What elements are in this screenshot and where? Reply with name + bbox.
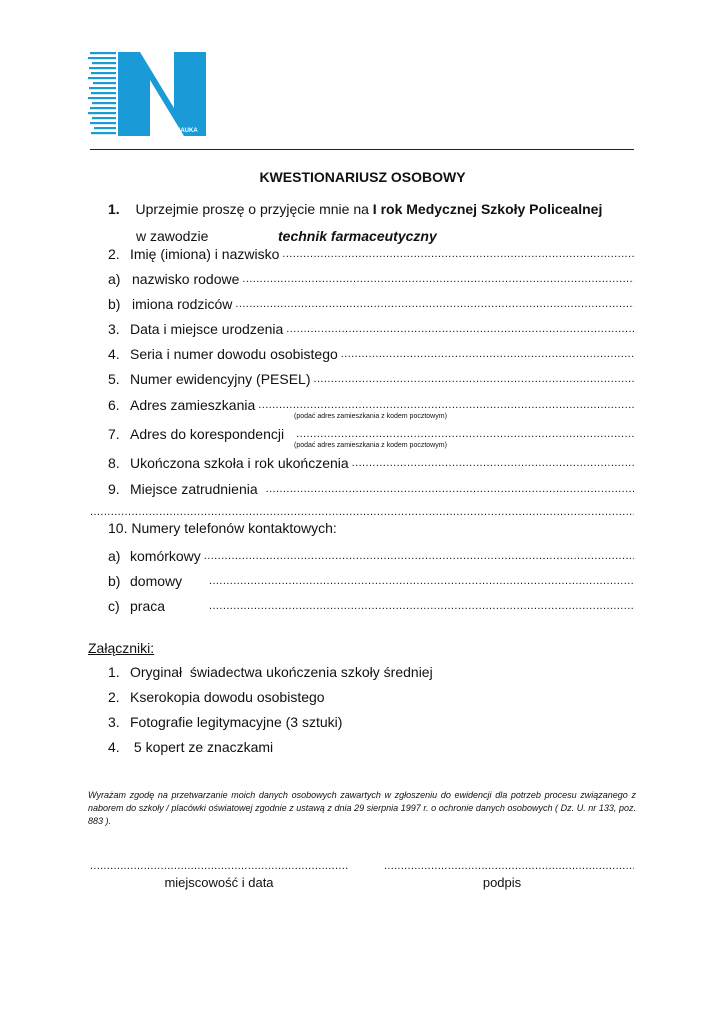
field-home-address[interactable]: 6. Adres zamieszkania ..... — [108, 395, 634, 415]
field-school-completed[interactable]: 8. Ukończona szkoła i rok ukończenia ..... — [108, 453, 634, 473]
nauka-logo — [88, 50, 208, 138]
fill-line[interactable] — [266, 479, 634, 499]
logo-text: NAUKA — [176, 128, 198, 134]
header-rule — [90, 149, 634, 150]
field-label: nazwisko rodowe — [132, 271, 240, 287]
q1-number: 1. — [108, 201, 120, 217]
profession-value: technik farmaceutyczny — [278, 228, 437, 244]
field-label: Numer ewidencyjny (PESEL) — [130, 371, 311, 387]
place-date-line[interactable] — [90, 860, 348, 872]
field-phone-work[interactable]: c) praca ..... — [108, 596, 634, 616]
field-full-name[interactable]: 2. Imię (imiona) i nazwisko ..... — [108, 244, 634, 264]
signature-label: podpis — [482, 875, 522, 890]
fill-line[interactable] — [209, 596, 634, 616]
fill-line[interactable] — [209, 571, 634, 591]
attachment-item: 2. Kserokopia dowodu osobistego — [108, 689, 325, 705]
attachment-item: 4. 5 kopert ze znaczkami — [108, 739, 274, 755]
field-label: komórkowy — [130, 548, 201, 564]
home-address-hint: (podać adres zamieszkania z kodem pocztowym) — [294, 413, 447, 420]
field-maiden-name[interactable]: a) nazwisko rodowe ..... — [108, 269, 634, 289]
fill-line[interactable] — [296, 424, 634, 444]
field-phone-mobile[interactable]: a) komórkowy ..... — [108, 546, 634, 566]
fill-line[interactable] — [90, 502, 634, 522]
field-workplace[interactable]: 9. Miejsce zatrudnienia ..... — [108, 479, 634, 499]
field-label: imiona rodziców — [132, 296, 233, 312]
field-label: Adres zamieszkania — [130, 397, 256, 413]
field-label: Imię (imiona) i nazwisko — [130, 246, 280, 262]
fill-line[interactable] — [242, 269, 634, 289]
attachment-item: 3. Fotografie legitymacyjne (3 sztuki) — [108, 714, 343, 730]
q1-line — [108, 201, 602, 217]
q1-text: Uprzejmie proszę o przyjęcie mnie na — [135, 201, 373, 217]
signature-line[interactable] — [384, 860, 634, 872]
fill-line[interactable] — [286, 319, 634, 339]
gdpr-consent-text: Wyrażam zgodę na przetwarzanie moich danych osobowych zawartych w zgłoszeniu do ewidencji dla potrzeb procesu związanego z naborem do szkoły / placówki oświatowej zgodnie z ustawą z dnia 29 sierpnia 1997 r. o ochronie danych osobowych ( Dz. U. nr 133, poz. 883 ). — [88, 790, 636, 826]
field-birth-date-place[interactable]: 3. Data i miejsce urodzenia ..... — [108, 319, 634, 339]
fill-line[interactable] — [204, 546, 634, 566]
field-id-number[interactable]: 4. Seria i numer dowodu osobistego ..... — [108, 344, 634, 364]
fill-line[interactable] — [235, 294, 634, 314]
workplace-extra-line[interactable] — [90, 502, 634, 522]
form-title: KWESTIONARIUSZ OSOBOWY — [259, 169, 466, 185]
q1-school: I rok Medycznej Szkoły Policealnej — [372, 201, 603, 217]
field-correspondence-address[interactable]: 7. Adres do korespondencji ..... — [108, 424, 634, 444]
field-label: Ukończona szkoła i rok ukończenia — [130, 455, 349, 471]
phones-heading: 10. Numery telefonów kontaktowych: — [108, 520, 337, 536]
field-parents-names[interactable]: b) imiona rodziców ..... — [108, 294, 634, 314]
q1-profession — [136, 228, 437, 244]
field-pesel[interactable]: 5. Numer ewidencyjny (PESEL) ..... — [108, 369, 634, 389]
fill-line[interactable] — [314, 369, 634, 389]
field-label: praca — [130, 598, 166, 614]
attachments-heading: Załączniki: — [88, 640, 155, 656]
fill-line[interactable] — [282, 244, 634, 264]
field-label: Miejsce zatrudnienia — [130, 481, 258, 497]
fill-line[interactable] — [352, 453, 634, 473]
attachment-item: 1. Oryginał świadectwa ukończenia szkoły średniej — [108, 664, 433, 680]
field-label: Adres do korespondencji — [130, 426, 285, 442]
field-label: domowy — [130, 573, 183, 589]
field-phone-home[interactable]: b) domowy ..... — [108, 571, 634, 591]
field-label: Data i miejsce urodzenia — [130, 321, 284, 337]
fill-line[interactable] — [258, 395, 634, 415]
fill-line[interactable] — [341, 344, 634, 364]
place-date-label: miejscowość i data — [164, 875, 274, 890]
correspondence-address-hint: (podać adres zamieszkania z kodem pocztowym) — [294, 442, 447, 449]
field-label: Seria i numer dowodu osobistego — [130, 346, 338, 362]
profession-label: w zawodzie — [136, 228, 209, 244]
